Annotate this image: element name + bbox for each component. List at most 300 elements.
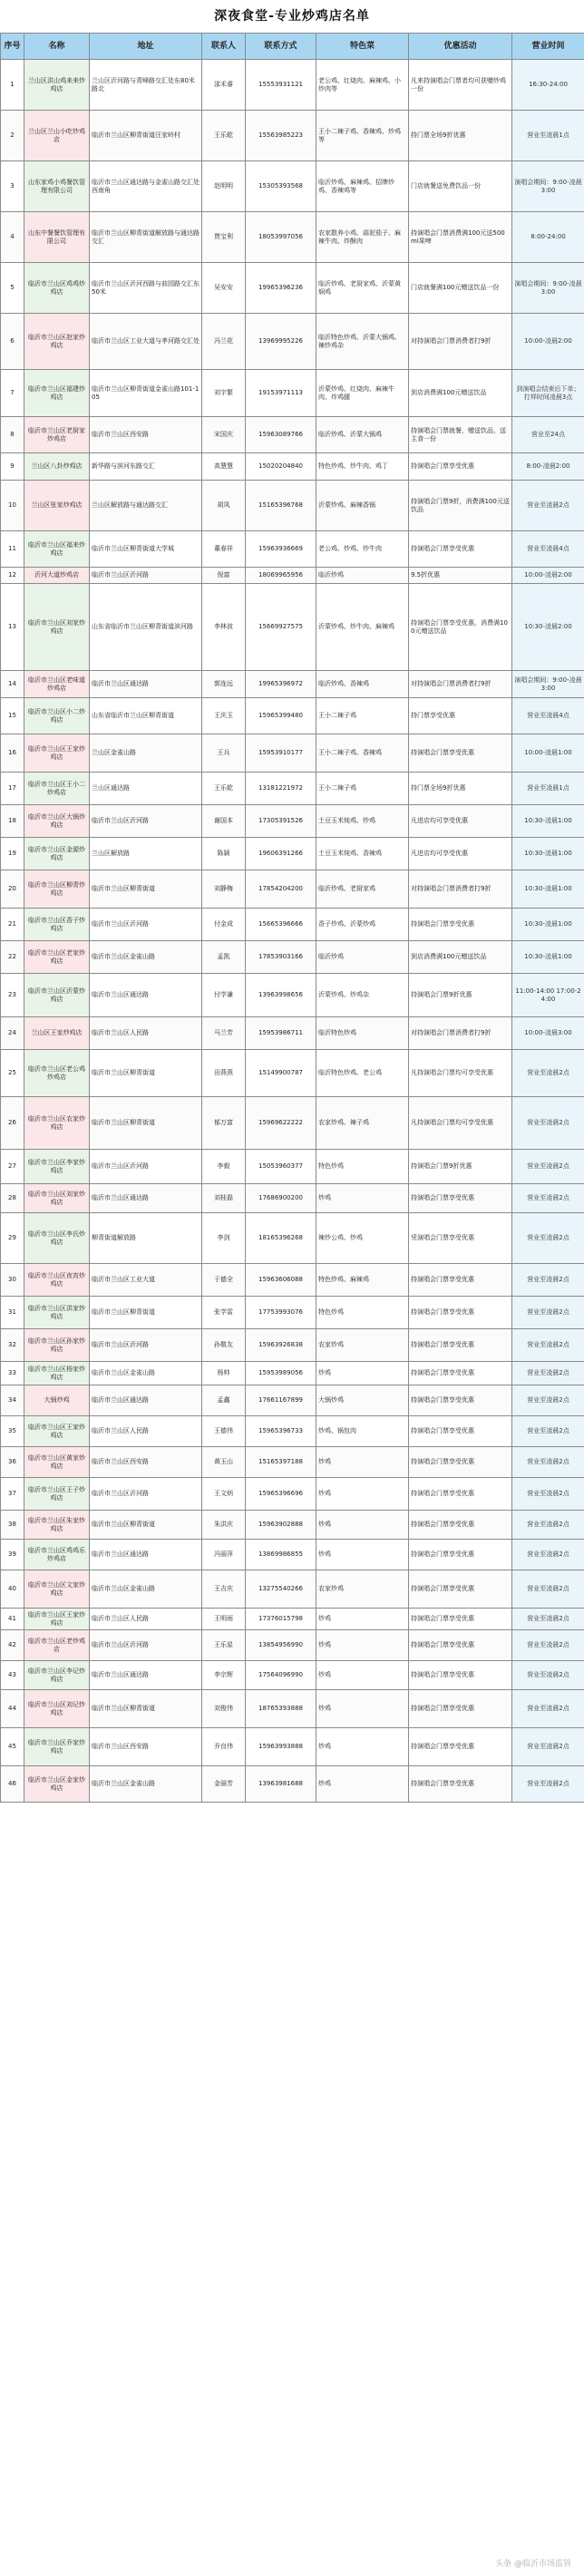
cell-phone: 15953989056 [246, 1362, 316, 1385]
cell-promo: 持门票全场9折优惠 [409, 773, 512, 805]
cell-dishes: 炒鸡 [316, 1511, 409, 1540]
header-promo: 优惠活动 [409, 34, 512, 60]
cell-dishes: 炒鸡 [316, 1540, 409, 1570]
cell-promo: 9.5折优惠 [409, 568, 512, 584]
cell-hours: 8:00-24:00 [512, 212, 584, 263]
cell-hours: 到演唱会结束后下单；打烊时间凌晨3点 [512, 370, 584, 417]
cell-name: 临沂市兰山区王家炒鸡店 [24, 734, 90, 773]
cell-hours: 10:30-凌晨2:00 [512, 584, 584, 671]
cell-hours: 营业至凌晨4点 [512, 531, 584, 568]
cell-address: 临沂市兰山区沂河路 [90, 909, 202, 941]
cell-phone: 15965396733 [246, 1416, 316, 1447]
cell-contact: 王庆玉 [202, 698, 246, 734]
cell-dishes: 临沂特色炒鸡 [316, 1017, 409, 1050]
cell-promo: 持演唱会门票享受优惠 [409, 1690, 512, 1728]
cell-phone: 17305391526 [246, 805, 316, 838]
cell-promo: 持演唱会门票享受优惠 [409, 1184, 512, 1213]
cell-phone: 13963998656 [246, 974, 316, 1017]
cell-promo: 持演唱会门票享受优惠 [409, 1609, 512, 1630]
cell-contact: 冯兰花 [202, 314, 246, 370]
cell-phone: 17854204200 [246, 870, 316, 909]
table-row [1, 1097, 584, 1150]
cell-contact: 付金成 [202, 909, 246, 941]
cell-contact: 乔良伟 [202, 1728, 246, 1766]
cell-phone: 13181221972 [246, 773, 316, 805]
cell-contact: 高慧慧 [202, 453, 246, 481]
header-address: 地址 [90, 34, 202, 60]
cell-name: 临沂市兰山区黄家炒鸡店 [24, 1447, 90, 1478]
cell-address: 兰山区解放路与通达路交汇 [90, 481, 202, 531]
cell-dishes: 特色炒鸡、炒牛肉、鸡丁 [316, 453, 409, 481]
cell-contact: 李剑 [202, 1213, 246, 1264]
cell-name: 兰山区张家炒鸡店 [24, 481, 90, 531]
cell-address: 兰山区解放路 [90, 838, 202, 870]
cell-contact: 陈颖 [202, 838, 246, 870]
cell-promo: 持演唱会门票享受优惠 [409, 1362, 512, 1385]
cell-hours: 营业至凌晨2点 [512, 1661, 584, 1690]
cell-seq: 8 [1, 417, 24, 453]
cell-name: 临沂市兰山区大锅炒鸡店 [24, 805, 90, 838]
cell-contact: 冯丽萍 [202, 1540, 246, 1570]
cell-contact: 郭连远 [202, 671, 246, 698]
cell-address: 临沂市兰山区柳青街道 [90, 1297, 202, 1329]
cell-name: 临沂市兰山区李氏炒鸡店 [24, 1213, 90, 1264]
cell-contact: 朱洪庆 [202, 1511, 246, 1540]
cell-seq: 23 [1, 974, 24, 1017]
table-row [1, 671, 584, 698]
cell-seq: 42 [1, 1630, 24, 1661]
cell-name: 临沂市兰山区鸡鸡炒鸡店 [24, 263, 90, 314]
cell-address: 临沂市兰山区柳青街道 [90, 1690, 202, 1728]
cell-promo: 对持演唱会门票消费者打9折 [409, 671, 512, 698]
cell-seq: 46 [1, 1766, 24, 1803]
cell-phone: 17853903166 [246, 941, 316, 974]
cell-promo: 持演唱会门票享受优惠，消费满100元赠送饮品 [409, 584, 512, 671]
cell-phone: 17661167899 [246, 1385, 316, 1416]
cell-name: 临沂市兰山区王家炒鸡店 [24, 1609, 90, 1630]
cell-phone: 15969622222 [246, 1097, 316, 1150]
cell-promo: 持演唱会门票享受优惠 [409, 453, 512, 481]
cell-dishes: 王小二辣子鸡、香辣鸡、炒鸡等 [316, 111, 409, 161]
cell-seq: 20 [1, 870, 24, 909]
cell-name: 临沂市兰山区鸡鸡乐炒鸡店 [24, 1540, 90, 1570]
cell-name: 山东中餐餐饮管理有限公司 [24, 212, 90, 263]
cell-hours: 10:30-凌晨1:00 [512, 838, 584, 870]
table-row [1, 1385, 584, 1416]
cell-promo: 对持演唱会门票消费者打9折 [409, 870, 512, 909]
cell-promo: 持演唱会门票享受优惠 [409, 1385, 512, 1416]
cell-hours: 10:00-凌晨2:00 [512, 314, 584, 370]
cell-address: 兰山区金雀山路 [90, 734, 202, 773]
cell-phone: 15020204840 [246, 453, 316, 481]
cell-name: 大锅炒鸡 [24, 1385, 90, 1416]
cell-phone: 17376015798 [246, 1609, 316, 1630]
cell-seq: 18 [1, 805, 24, 838]
table-row [1, 1570, 584, 1609]
table-row [1, 1416, 584, 1447]
cell-dishes: 王小二辣子鸡 [316, 698, 409, 734]
cell-name: 兰山区王家炒鸡店 [24, 1017, 90, 1050]
table-row [1, 1511, 584, 1540]
table-row [1, 1362, 584, 1385]
table-row [1, 1661, 584, 1690]
cell-hours: 营业至凌晨2点 [512, 1297, 584, 1329]
cell-hours: 营业至凌晨2点 [512, 1097, 584, 1150]
cell-address: 临沂市兰山区通达路与金雀山路交汇处西南角 [90, 161, 202, 212]
cell-seq: 33 [1, 1362, 24, 1385]
cell-contact: 董春祥 [202, 531, 246, 568]
cell-seq: 1 [1, 60, 24, 111]
cell-seq: 4 [1, 212, 24, 263]
cell-promo: 凡进店均可享受优惠 [409, 805, 512, 838]
cell-seq: 10 [1, 481, 24, 531]
cell-phone: 18053997056 [246, 212, 316, 263]
cell-hours: 营业至凌晨2点 [512, 1150, 584, 1184]
cell-dishes: 沂蒙炒鸡、炒牛肉、麻辣鸡 [316, 584, 409, 671]
cell-phone: 15963993888 [246, 1728, 316, 1766]
cell-dishes: 农家炒鸡、辣子鸡 [316, 1097, 409, 1150]
cell-dishes: 特色炒鸡、麻辣鸡 [316, 1264, 409, 1297]
table-row [1, 1766, 584, 1803]
cell-contact: 李宗辉 [202, 1661, 246, 1690]
cell-contact: 付学谦 [202, 974, 246, 1017]
cell-seq: 41 [1, 1609, 24, 1630]
cell-name: 临沂市兰山区小二炒鸡店 [24, 698, 90, 734]
cell-name: 临沂市兰山区香子炒鸡店 [24, 909, 90, 941]
cell-seq: 17 [1, 773, 24, 805]
cell-seq: 26 [1, 1097, 24, 1150]
cell-contact: 邵禾睿 [202, 60, 246, 111]
cell-promo: 持演唱会门票享受优惠 [409, 1329, 512, 1362]
table-row [1, 1050, 584, 1097]
cell-dishes: 老公鸡、炒鸡、炒牛肉 [316, 531, 409, 568]
cell-contact: 孙敬友 [202, 1329, 246, 1362]
cell-phone: 15553931121 [246, 60, 316, 111]
cell-dishes: 临沂特色炒鸡、老公鸡 [316, 1050, 409, 1097]
cell-promo: 持演唱会门票享受优惠 [409, 1728, 512, 1766]
cell-address: 临沂市兰山区沂河路 [90, 1478, 202, 1511]
cell-phone: 13963981688 [246, 1766, 316, 1803]
cell-promo: 持演唱会门票享受优惠 [409, 1766, 512, 1803]
cell-hours: 营业至凌晨2点 [512, 1362, 584, 1385]
cell-name: 临沂市兰山区老炒鸡店 [24, 1630, 90, 1661]
cell-name: 临沂市兰山区老味道炒鸡店 [24, 671, 90, 698]
cell-phone: 15965396696 [246, 1478, 316, 1511]
cell-contact: 马兰芳 [202, 1017, 246, 1050]
cell-dishes: 临沂炒鸡、沂蒙大锅鸡 [316, 417, 409, 453]
cell-promo: 持门票全场9折优惠 [409, 111, 512, 161]
cell-contact: 刘俊伟 [202, 1690, 246, 1728]
cell-hours: 营业至凌晨2点 [512, 1609, 584, 1630]
cell-promo: 持演唱会门票享受优惠 [409, 1447, 512, 1478]
cell-address: 临沂市兰山区通达路 [90, 1661, 202, 1690]
cell-hours: 营业至凌晨2点 [512, 1264, 584, 1297]
cell-phone: 15953986711 [246, 1017, 316, 1050]
cell-phone: 15669927575 [246, 584, 316, 671]
cell-name: 临沂市兰山区洪家炒鸡店 [24, 1297, 90, 1329]
cell-name: 临沂市兰山区杨家炒鸡店 [24, 1362, 90, 1385]
cell-promo: 到店消费满100元赠送饮品 [409, 941, 512, 974]
cell-contact: 刘宇繁 [202, 370, 246, 417]
cell-promo: 持演唱会门票9折，消费满100元送饮品 [409, 481, 512, 531]
table-row [1, 1184, 584, 1213]
cell-address: 临沂市兰山区西安路 [90, 417, 202, 453]
cell-contact: 王乐乾 [202, 111, 246, 161]
cell-seq: 36 [1, 1447, 24, 1478]
cell-address: 临沂市兰山区沂河路 [90, 1630, 202, 1661]
cell-hours: 营业至凌晨1点 [512, 111, 584, 161]
cell-seq: 35 [1, 1416, 24, 1447]
cell-dishes: 沂蒙炒鸡、麻辣香锅 [316, 481, 409, 531]
cell-hours: 10:30-凌晨1:00 [512, 941, 584, 974]
table-row [1, 1728, 584, 1766]
cell-dishes: 香子炒鸡、沂蒙炒鸡 [316, 909, 409, 941]
cell-dishes: 沂蒙炒鸡、红烧肉、麻辣牛肉、炸鸡腿 [316, 370, 409, 417]
table-row [1, 263, 584, 314]
cell-address: 兰山区沂河路与青峰路交汇处东80米路北 [90, 60, 202, 111]
table-row [1, 60, 584, 111]
cell-promo: 持演唱会门票9折优惠 [409, 1150, 512, 1184]
cell-promo: 持演唱会门票享受优惠 [409, 1630, 512, 1661]
cell-contact: 张学雷 [202, 1297, 246, 1329]
cell-promo: 持演唱会门票享受优惠 [409, 1511, 512, 1540]
cell-contact: 王吉庆 [202, 1570, 246, 1609]
table-row [1, 314, 584, 370]
cell-phone: 15963926838 [246, 1329, 316, 1362]
cell-contact: 吴安安 [202, 263, 246, 314]
cell-name: 临沂市兰山区金源炒鸡店 [24, 838, 90, 870]
cell-hours: 营业至凌晨2点 [512, 1385, 584, 1416]
cell-phone: 19965396972 [246, 671, 316, 698]
cell-contact: 黄玉山 [202, 1447, 246, 1478]
table-body [1, 60, 584, 1803]
cell-phone: 15165397188 [246, 1447, 316, 1478]
cell-dishes: 炒鸡 [316, 1184, 409, 1213]
cell-contact: 李林波 [202, 584, 246, 671]
cell-seq: 32 [1, 1329, 24, 1362]
cell-dishes: 王小二辣子鸡 [316, 773, 409, 805]
cell-phone: 13275540266 [246, 1570, 316, 1609]
cell-promo: 持演唱会门票就餐，赠送饮品，送主食一份 [409, 417, 512, 453]
cell-seq: 30 [1, 1264, 24, 1297]
cell-contact: 刘静梅 [202, 870, 246, 909]
cell-address: 临沂市兰山区沂河路 [90, 1329, 202, 1362]
cell-hours: 11:00-14:00 17:00-24:00 [512, 974, 584, 1017]
cell-phone: 15305393568 [246, 161, 316, 212]
cell-hours: 营业至凌晨2点 [512, 1478, 584, 1511]
table-row [1, 1329, 584, 1362]
table-row [1, 773, 584, 805]
cell-phone: 19606391266 [246, 838, 316, 870]
table-row [1, 111, 584, 161]
cell-phone: 17564096990 [246, 1661, 316, 1690]
cell-address: 临沂市兰山区人民路 [90, 1609, 202, 1630]
cell-address: 临沂市兰山区柳青街道 [90, 1050, 202, 1097]
cell-contact: 田燕燕 [202, 1050, 246, 1097]
cell-name: 临沂市兰山区孙家炒鸡店 [24, 1329, 90, 1362]
table-row [1, 870, 584, 909]
cell-promo: 凡持演唱会门票均可享受优惠 [409, 1097, 512, 1150]
cell-seq: 25 [1, 1050, 24, 1097]
cell-promo: 持演唱会门票享受优惠 [409, 1264, 512, 1297]
cell-hours: 10:00-凌晨1:00 [512, 734, 584, 773]
cell-hours: 营业至凌晨2点 [512, 1728, 584, 1766]
cell-name: 临沂市兰山区福来炒鸡店 [24, 531, 90, 568]
cell-hours: 营业至24点 [512, 417, 584, 453]
cell-hours: 营业至凌晨2点 [512, 1570, 584, 1609]
cell-promo: 凡来持演唱会门票者均可获赠炒鸡一份 [409, 60, 512, 111]
cell-contact: 贾宝利 [202, 212, 246, 263]
cell-promo: 到店消费满100元赠送饮品 [409, 370, 512, 417]
table-row [1, 974, 584, 1017]
cell-dishes: 王小二辣子鸡、香辣鸡 [316, 734, 409, 773]
cell-dishes: 农家散养小鸡、蒜泥茄子、麻辣牛肉、炸酥肉 [316, 212, 409, 263]
cell-hours: 10:30-凌晨1:00 [512, 805, 584, 838]
table-row [1, 909, 584, 941]
cell-promo: 持演唱会门票享受优惠 [409, 734, 512, 773]
cell-name: 临沂市兰山区赵家炒鸡店 [24, 314, 90, 370]
cell-contact: 王明雨 [202, 1609, 246, 1630]
cell-contact: 胡凤 [202, 481, 246, 531]
cell-name: 兰山区八卦炒鸡店 [24, 453, 90, 481]
cell-address: 临沂市兰山区西安路 [90, 1447, 202, 1478]
cell-promo: 门店就餐送免费饮品一份 [409, 161, 512, 212]
cell-hours: 8:00-凌晨2:00 [512, 453, 584, 481]
cell-phone: 15963936669 [246, 531, 316, 568]
cell-promo: 持演唱会门票享受优惠 [409, 531, 512, 568]
cell-seq: 9 [1, 453, 24, 481]
cell-address: 临沂市兰山区通达路 [90, 1540, 202, 1570]
cell-address: 临沂市兰山区人民路 [90, 1416, 202, 1447]
table-row [1, 1630, 584, 1661]
cell-promo: 门店就餐满100元赠送饮品一份 [409, 263, 512, 314]
table-row [1, 1264, 584, 1297]
cell-address: 临沂市兰山区沂河路 [90, 805, 202, 838]
cell-phone: 15149900787 [246, 1050, 316, 1097]
cell-contact: 金丽芳 [202, 1766, 246, 1803]
cell-seq: 27 [1, 1150, 24, 1184]
cell-address: 临沂市兰山区通达路 [90, 1385, 202, 1416]
table-row [1, 481, 584, 531]
cell-hours: 营业至凌晨2点 [512, 1690, 584, 1728]
cell-contact: 王文炳 [202, 1478, 246, 1511]
cell-name: 临沂市兰山区朱家炒鸡店 [24, 1511, 90, 1540]
cell-promo: 持演唱会门票享受优惠 [409, 1570, 512, 1609]
cell-address: 临沂市兰山区工业大道与孝河路交汇处 [90, 314, 202, 370]
cell-hours: 演唱会期间：9:00-凌晨3:00 [512, 671, 584, 698]
cell-address: 临沂市兰山区通达路 [90, 671, 202, 698]
cell-hours: 10:00-凌晨2:00 [512, 568, 584, 584]
cell-seq: 39 [1, 1540, 24, 1570]
cell-name: 山东家鸡小鸡餐饮管理有限公司 [24, 161, 90, 212]
cell-hours: 营业至凌晨2点 [512, 1540, 584, 1570]
cell-seq: 40 [1, 1570, 24, 1609]
cell-contact: 孟凯 [202, 941, 246, 974]
cell-hours: 营业至凌晨2点 [512, 1184, 584, 1213]
table-row [1, 1297, 584, 1329]
cell-phone: 19153971113 [246, 370, 316, 417]
cell-phone: 15963089766 [246, 417, 316, 453]
cell-address: 柳青街道解放路 [90, 1213, 202, 1264]
table-row [1, 1213, 584, 1264]
cell-contact: 王乐星 [202, 1630, 246, 1661]
cell-dishes: 辣炒公鸡、炒鸡 [316, 1213, 409, 1264]
cell-dishes: 土豆玉米炖鸡、香辣鸡 [316, 838, 409, 870]
cell-contact: 王乐乾 [202, 773, 246, 805]
cell-dishes: 农家炒鸡 [316, 1570, 409, 1609]
cell-address: 临沂市兰山区沂河路 [90, 1150, 202, 1184]
cell-seq: 21 [1, 909, 24, 941]
table-row [1, 734, 584, 773]
cell-seq: 19 [1, 838, 24, 870]
cell-promo: 持演唱会门票享受优惠 [409, 1297, 512, 1329]
cell-address: 临沂市兰山区工业大道 [90, 1264, 202, 1297]
cell-name: 临沂市兰山区老公鸡炒鸡店 [24, 1050, 90, 1097]
cell-dishes: 农家炒鸡 [316, 1329, 409, 1362]
cell-address: 山东省临沂市兰山区柳青街道滨河路 [90, 584, 202, 671]
cell-contact: 杨帅 [202, 1362, 246, 1385]
cell-address: 临沂市兰山区柳青街道 [90, 1511, 202, 1540]
cell-dishes: 临沂炒鸡、香辣鸡 [316, 671, 409, 698]
cell-seq: 29 [1, 1213, 24, 1264]
cell-promo: 持演唱会门票享受优惠 [409, 1478, 512, 1511]
cell-seq: 2 [1, 111, 24, 161]
table-row [1, 1690, 584, 1728]
shop-table [0, 33, 584, 1803]
cell-contact: 倪富 [202, 568, 246, 584]
cell-seq: 12 [1, 568, 24, 584]
cell-phone: 18765393888 [246, 1690, 316, 1728]
cell-address: 临沂市兰山区金雀山路 [90, 1362, 202, 1385]
cell-seq: 14 [1, 671, 24, 698]
cell-dishes: 土豆玉米炖鸡、炒鸡 [316, 805, 409, 838]
cell-address: 临沂市兰山区柳青街道大学城 [90, 531, 202, 568]
cell-contact: 李毅 [202, 1150, 246, 1184]
cell-promo: 持演唱会门票消费满100元送500ml果啤 [409, 212, 512, 263]
cell-seq: 31 [1, 1297, 24, 1329]
header-hours: 营业时间 [512, 34, 584, 60]
header-contact: 联系人 [202, 34, 246, 60]
cell-name: 临沂市兰山区王子炒鸡店 [24, 1478, 90, 1511]
cell-promo: 持演唱会门票享受优惠 [409, 1540, 512, 1570]
cell-hours: 营业至凌晨2点 [512, 1630, 584, 1661]
header-phone: 联系方式 [246, 34, 316, 60]
cell-name: 临沂市兰山区刘记炒鸡店 [24, 1690, 90, 1728]
cell-promo: 持演唱会门票享受优惠 [409, 1416, 512, 1447]
cell-promo: 对持演唱会门票消费者打9折 [409, 314, 512, 370]
cell-seq: 16 [1, 734, 24, 773]
cell-seq: 37 [1, 1478, 24, 1511]
cell-address: 临沂市兰山区柳青街道 [90, 1097, 202, 1150]
watermark: 头条 @临沂市场监管 [495, 2560, 571, 2569]
cell-hours: 营业至凌晨2点 [512, 1213, 584, 1264]
table-row [1, 805, 584, 838]
cell-hours: 营业至凌晨1点 [512, 773, 584, 805]
cell-dishes: 炒鸡 [316, 1630, 409, 1661]
cell-phone: 15963606088 [246, 1264, 316, 1297]
cell-dishes: 老公鸡、红烧肉、麻辣鸡、小炒肉等 [316, 60, 409, 111]
header-seq: 序号 [1, 34, 24, 60]
cell-dishes: 大锅炒鸡 [316, 1385, 409, 1416]
cell-hours: 10:00-凌晨3:00 [512, 1017, 584, 1050]
cell-name: 临沂市兰山区夜宵炒鸡店 [24, 1264, 90, 1297]
cell-dishes: 炒鸡 [316, 1478, 409, 1511]
cell-dishes: 临沂炒鸡 [316, 941, 409, 974]
cell-hours: 营业至凌晨2点 [512, 1766, 584, 1803]
cell-contact: 王德伟 [202, 1416, 246, 1447]
cell-hours: 10:30-凌晨1:00 [512, 909, 584, 941]
table-row [1, 1478, 584, 1511]
